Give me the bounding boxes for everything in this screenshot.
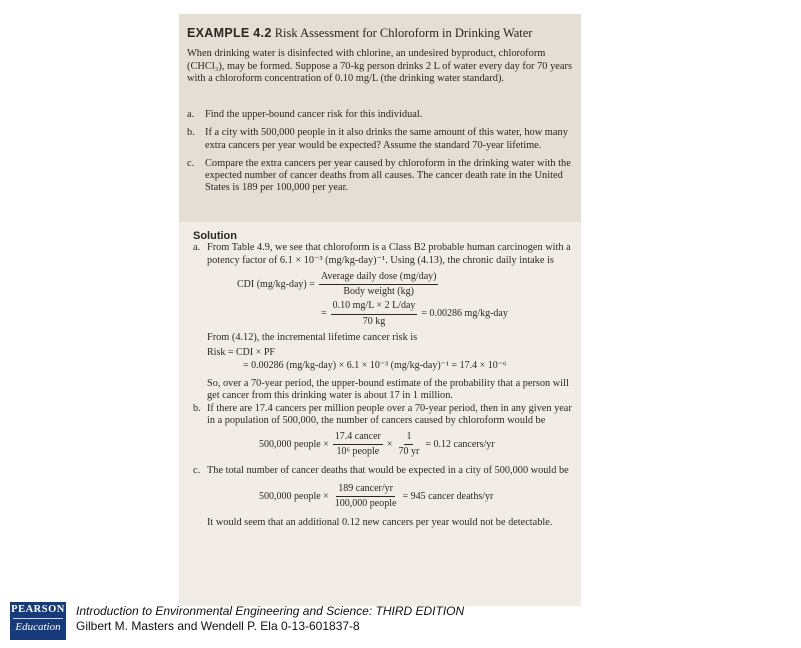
question-item xyxy=(187,127,573,152)
fraction-numerator: 0.10 mg/L × 2 L/day xyxy=(331,300,418,314)
fraction-numerator: Average daily dose (mg/day) xyxy=(319,271,439,285)
question-label: a. xyxy=(187,109,195,120)
cdi-equation xyxy=(237,271,573,299)
fraction-numerator: 1 xyxy=(404,431,413,445)
logo-divider xyxy=(13,618,63,619)
cdi-fraction xyxy=(319,271,439,299)
solution-part-a xyxy=(193,242,573,267)
question-item xyxy=(187,158,573,195)
question-label: b. xyxy=(187,127,195,139)
part-a-text: From Table 4.9, we see that chloroform is a Class B2 probable human carcinogen with a potency factor of 6.1 × 10⁻³ (mg/kg-day)⁻¹. Using (4.13), the chronic daily intake is xyxy=(207,242,571,266)
logo-wordmark-bottom: Education xyxy=(15,621,61,633)
cdi-fraction-values xyxy=(331,300,418,328)
example-number: EXAMPLE 4.2 xyxy=(187,26,272,40)
pearson-education-logo xyxy=(10,602,66,640)
risk-equation-line2: = 0.00286 (mg/kg-day) × 6.1 × 10⁻³ (mg/kg-day)⁻¹ = 17.4 × 10⁻⁶ xyxy=(243,359,507,371)
example-heading: Risk Assessment for Chloroform in Drinking Water xyxy=(274,26,533,40)
book-credit xyxy=(76,604,464,634)
risk-intro: From (4.12), the incremental lifetime cancer risk is xyxy=(207,332,418,344)
cancer-deaths-equation xyxy=(259,483,573,511)
part-a-conclusion: So, over a 70-year period, the upper-bound estimate of the probability that a person will get cancer from this drinking water is about 17 in 1 million. xyxy=(207,377,569,402)
example-intro: When drinking water is disinfected with chlorine, an undesired byproduct, chloroform (CHCl₃), may be formed. Suppose a 70-kg person drinks 2 L of water every day for 70 years with a chloroform concentration of 0.10 mg/L (the drinking water standard). xyxy=(187,48,572,85)
part-label: b. xyxy=(193,402,201,414)
equation-result: = 945 cancer deaths/yr xyxy=(402,490,494,502)
risk-equation-line1: Risk = CDI × PF xyxy=(207,347,275,359)
part-b-text: If there are 17.4 cancers per million people over a 70-year period, then in any given year in a population of 500,000, the number of cancers caused by chloroform would be xyxy=(207,402,572,426)
question-text: If a city with 500,000 people in it also drinks the same amount of this water, how many extra cancers per year would be expected? Assume the standard 70-year lifetime. xyxy=(205,127,568,151)
solution-section xyxy=(193,230,573,529)
fraction-denominator: 100,000 people xyxy=(334,498,397,510)
cdi-equation-step2 xyxy=(321,300,573,328)
times-sign: × xyxy=(386,438,393,450)
cancer-fraction xyxy=(333,431,383,459)
logo-wordmark-top: PEARSON xyxy=(11,604,65,615)
example-title xyxy=(187,26,532,41)
part-c-text: The total number of cancer deaths that would be expected in a city of 500,000 would be xyxy=(207,464,569,476)
part-label: c. xyxy=(193,464,201,476)
solution-part-b xyxy=(193,403,573,428)
cdi-result: = 0.00286 mg/kg-day xyxy=(421,308,508,320)
scanned-page xyxy=(179,14,581,606)
equation-result: = 0.12 cancers/yr xyxy=(425,438,495,450)
fraction-denominator: 10⁶ people xyxy=(336,446,380,458)
question-item xyxy=(187,109,573,121)
equals-sign: = xyxy=(321,308,327,320)
fraction-numerator: 189 cancer/yr xyxy=(336,483,395,497)
question-text: Find the upper-bound cancer risk for this individual. xyxy=(205,109,423,120)
question-list xyxy=(187,109,573,201)
book-authors: Gilbert M. Masters and Wendell P. Ela 0-13-601837-8 xyxy=(76,619,360,633)
book-title: Introduction to Environmental Engineering and Science: THIRD EDITION xyxy=(76,604,465,618)
deaths-fraction xyxy=(333,483,399,511)
part-label: a. xyxy=(193,242,201,254)
equation-lhs: 500,000 people × xyxy=(259,490,329,502)
question-label: c. xyxy=(187,157,195,169)
part-c-conclusion: It would seem that an additional 0.12 new cancers per year would not be detectable. xyxy=(207,516,553,528)
cancer-rate-equation xyxy=(259,431,573,459)
fraction-denominator: Body weight (kg) xyxy=(343,286,414,298)
period-fraction xyxy=(397,431,422,459)
solution-heading: Solution xyxy=(193,230,237,242)
fraction-numerator: 17.4 cancer xyxy=(333,431,383,445)
question-text: Compare the extra cancers per year caused by chloroform in the drinking water with the expected number of cancer deaths from all causes. The cancer death rate in the United States is 189 per 100,000 per year. xyxy=(205,157,571,194)
fraction-denominator: 70 kg xyxy=(362,315,386,327)
solution-part-c xyxy=(193,465,573,477)
example-box xyxy=(179,14,581,222)
equation-lhs: 500,000 people × xyxy=(259,438,329,450)
fraction-denominator: 70 yr xyxy=(398,446,420,458)
slide-footer xyxy=(10,602,790,642)
cdi-lhs: CDI (mg/kg-day) = xyxy=(237,278,315,290)
